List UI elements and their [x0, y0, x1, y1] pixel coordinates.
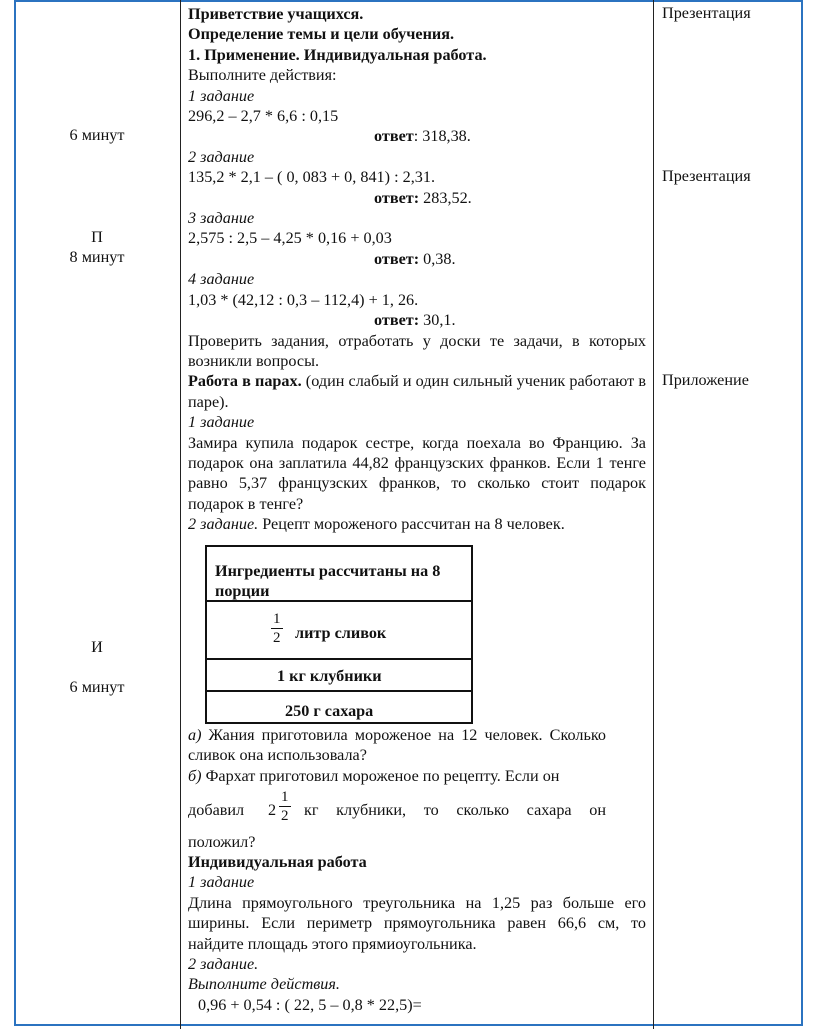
question-a-text: Жания приготовила мороженое на 12 человек. Сколько сливок она использовала? — [188, 726, 606, 765]
column-divider-right — [653, 0, 654, 1029]
stage-label-i: И — [91, 638, 103, 656]
check-paragraph: Проверить задания, отработать у доски те задачи, в которых возникли вопросы. — [188, 331, 646, 370]
recipe-row-sugar — [207, 692, 471, 724]
pair-task1-text: Замира купила подарок сестре, когда поехала во Францию. За подарок она заплатила 44,82 французских франков. Если 1 тенге равно 5,37 французских франков, то сколько стоит подарок подарок в тенге? — [188, 433, 646, 513]
cream-label: литр сливок — [295, 624, 387, 642]
task-label: 3 задание — [188, 209, 255, 228]
resource-presentation-1: Презентация — [662, 4, 751, 22]
task-answer — [188, 188, 646, 208]
column-divider-left — [180, 0, 181, 1029]
individual-task2-sub: Выполните действия. — [188, 975, 340, 994]
answer-label: ответ: — [374, 311, 420, 330]
resource-appendix: Приложение — [662, 371, 749, 389]
pairs-title: Работа в парах. — [188, 372, 302, 391]
task-expression: 2,575 : 2,5 – 4,25 * 0,16 + 0,03 — [188, 229, 392, 248]
strawberry-label: 1 кг клубники — [277, 667, 382, 685]
question-a — [188, 725, 606, 766]
answer-value: 30,1. — [419, 311, 456, 330]
fraction-half — [271, 610, 283, 647]
fraction-numerator: 1 — [273, 611, 281, 627]
stage-label-p: П — [91, 228, 103, 246]
question-b-line2 — [188, 786, 606, 832]
time-label-1: 6 минут — [69, 126, 125, 144]
pair-task2-label: 2 задание. — [188, 515, 259, 534]
question-a-label: а) — [188, 726, 202, 744]
individual-task1-label: 1 задание — [188, 873, 255, 892]
time-label-3: 6 минут — [69, 678, 125, 696]
individual-task2-expr: 0,96 + 0,54 : ( 22, 5 – 0,8 * 22,5)= — [198, 995, 422, 1014]
question-b-label: б) — [188, 766, 202, 785]
pair-task2-text: Рецепт мороженого рассчитан на 8 человек. — [258, 515, 565, 534]
task-answer — [188, 310, 646, 330]
task-expression: 135,2 * 2,1 – ( 0, 083 + 0, 841) : 2,31. — [188, 168, 435, 187]
recipe-table — [205, 545, 473, 724]
individual-task1-text: Длина прямоугольного треугольника на 1,25 раз больше его ширины. Если периметр прямоугольника равен 66,6 см, то найдите площадь этого прямиоугольника. — [188, 893, 646, 953]
fraction-denominator: 2 — [273, 630, 281, 646]
section-title: 1. Применение. Индивидуальная работа. — [188, 45, 487, 64]
fraction-denominator: 2 — [281, 808, 289, 825]
sugar-label: 250 г сахара — [285, 702, 374, 720]
task-label: 4 задание — [188, 270, 255, 289]
question-b-added: добавил — [188, 801, 245, 820]
question-b-line1 — [188, 766, 606, 786]
lesson-content-continued — [188, 725, 606, 853]
pairs-text: (один слабый и один сильный ученик работают в паре). — [188, 372, 646, 411]
question-b-line3: положил? — [188, 833, 256, 852]
fraction-numerator: 1 — [281, 789, 289, 806]
time-label-2: 8 минут — [69, 248, 125, 266]
answer-value: 283,52. — [419, 188, 472, 207]
question-b-rest: кг клубники, то сколько сахара он — [304, 801, 606, 820]
answer-value: 0,38. — [419, 249, 456, 268]
pair-task1-label: 1 задание — [188, 413, 255, 432]
greeting: Приветствие учащихся. — [188, 5, 364, 23]
lesson-content — [188, 4, 646, 535]
individual-task2-label: 2 задание. — [188, 955, 259, 974]
answer-label: ответ: — [374, 188, 420, 207]
recipe-row-strawberry — [207, 660, 471, 692]
answer-value: : 318,38. — [413, 127, 471, 146]
pairs-paragraph — [188, 371, 646, 412]
answer-label: ответ: — [374, 249, 420, 268]
instruction: Выполните действия: — [188, 66, 337, 85]
topic-line: Определение темы и цели обучения. — [188, 25, 455, 44]
mixed-number-whole: 2 — [268, 801, 277, 820]
task-label: 2 задание — [188, 147, 255, 166]
individual-title: Индивидуальная работа — [188, 853, 367, 871]
individual-work-section — [188, 852, 646, 1015]
answer-label: ответ — [374, 127, 414, 146]
task-label: 1 задание — [188, 86, 255, 105]
task-answer — [188, 126, 646, 146]
recipe-header: Ингредиенты рассчитаны на 8 порции — [207, 547, 471, 602]
question-b-text: Фархат приготовил мороженое по рецепту. Если он — [201, 766, 560, 785]
task-expression: 296,2 – 2,7 * 6,6 : 0,15 — [188, 107, 339, 126]
task-answer — [188, 249, 646, 269]
resource-presentation-2: Презентация — [662, 167, 751, 185]
recipe-row-cream — [207, 602, 471, 660]
task-expression: 1,03 * (42,12 : 0,3 – 112,4) + 1, 26. — [188, 290, 419, 309]
pair-task2-line — [188, 514, 646, 534]
mixed-number-fraction — [279, 788, 291, 825]
